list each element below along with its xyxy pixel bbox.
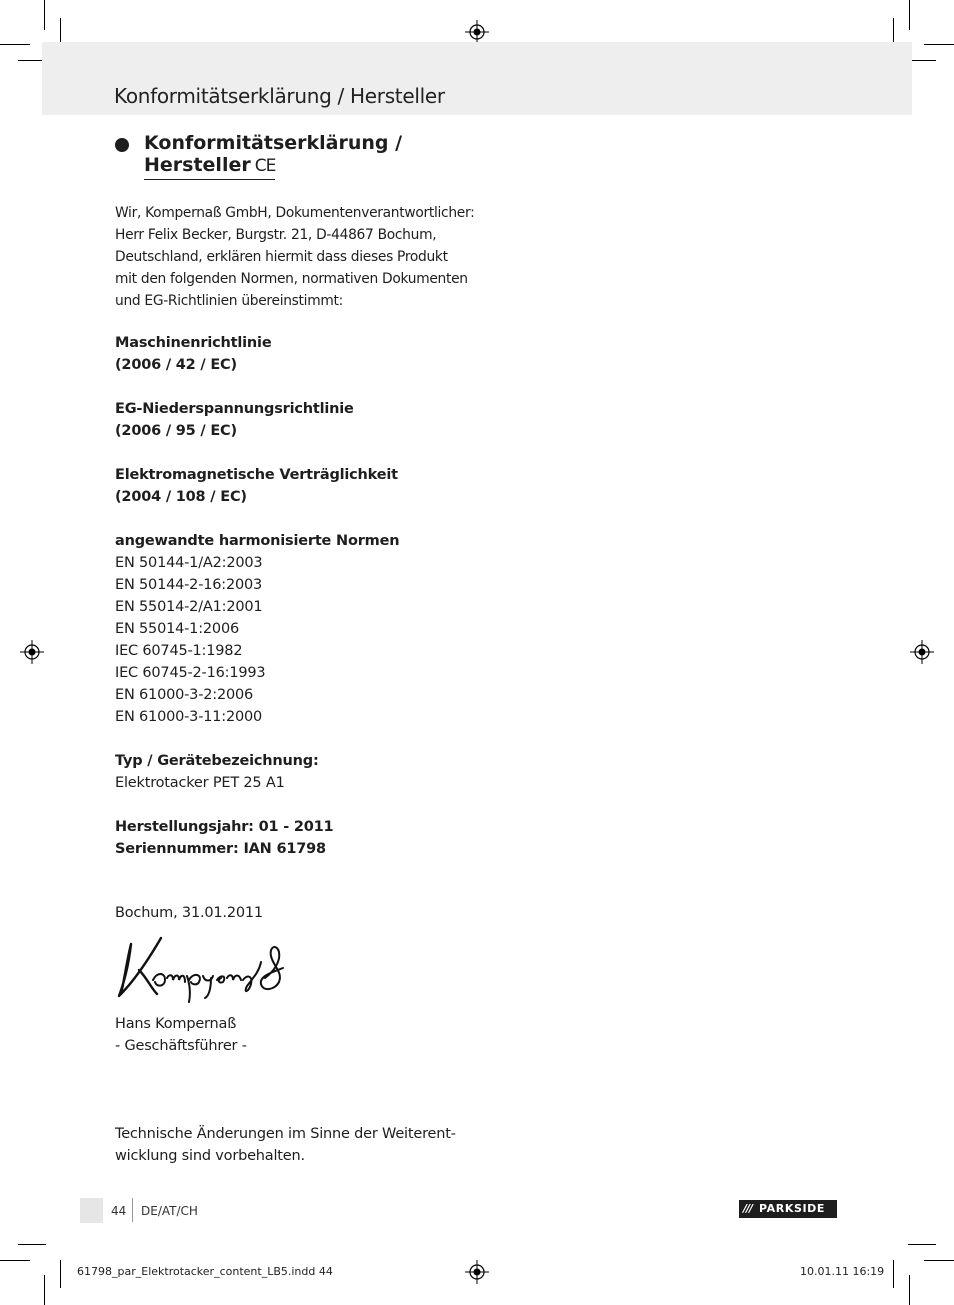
intro-line: Wir, Kompernaß GmbH, Dokumentenverantwortlicher: — [115, 205, 475, 221]
type-value: Elektrotacker PET 25 A1 — [115, 775, 285, 791]
directive-name: Maschinenrichtlinie — [115, 335, 272, 351]
serial-number: Seriennummer: IAN 61798 — [115, 841, 326, 857]
bullet-icon — [115, 138, 129, 152]
disclaimer-line: wicklung sind vorbehalten. — [115, 1148, 305, 1164]
section-title-line2 — [144, 154, 275, 180]
slug-filename: 61798_par_Elektrotacker_content_LB5.indd 44 — [77, 1265, 333, 1278]
norm-item: EN 50144-2-16:2003 — [115, 577, 263, 593]
directive-code: (2006 / 42 / EC) — [115, 357, 237, 373]
norm-item: EN 55014-1:2006 — [115, 621, 239, 637]
intro-paragraph — [115, 202, 474, 312]
norm-item: EN 55014-2/A1:2001 — [115, 599, 263, 615]
registration-mark-icon — [910, 640, 934, 664]
directive-name: EG-Niederspannungsrichtlinie — [115, 401, 354, 417]
registration-mark-icon — [465, 20, 489, 44]
intro-line: und EG-Richtlinien übereinstimmt: — [115, 293, 343, 309]
directive-name: Elektromagnetische Verträglichkeit — [115, 467, 398, 483]
section-title — [144, 132, 402, 180]
intro-line: Herr Felix Becker, Burgstr. 21, D-44867 Bochum, — [115, 227, 437, 243]
brand-name: PARKSIDE — [759, 1202, 826, 1215]
footer-divider — [132, 1198, 133, 1222]
page-title: Konformitätserklärung / Hersteller — [114, 84, 445, 108]
norm-item: EN 50144-1/A2:2003 — [115, 555, 263, 571]
language-code: DE/AT/CH — [141, 1204, 198, 1218]
norms-heading: angewandte harmonisierte Normen — [115, 533, 400, 549]
norm-item: EN 61000-3-11:2000 — [115, 709, 263, 725]
ce-mark-icon: CE — [254, 156, 276, 176]
intro-line: Deutschland, erklären hiermit dass dieses Produkt — [115, 249, 448, 265]
intro-line: mit den folgenden Normen, normativen Dokumenten — [115, 271, 468, 287]
place-date: Bochum, 31.01.2011 — [115, 905, 263, 921]
signer-name: Hans Kompernaß — [115, 1016, 237, 1032]
directive-code: (2004 / 108 / EC) — [115, 489, 247, 505]
page-number: 44 — [111, 1204, 127, 1218]
section-title-line2-text: Hersteller — [144, 154, 251, 176]
disclaimer-line: Technische Änderungen im Sinne der Weiterent- — [115, 1126, 456, 1142]
type-label: Typ / Gerätebezeichnung: — [115, 753, 319, 769]
declaration-body — [115, 332, 399, 860]
signer-role: - Geschäftsführer - — [115, 1038, 247, 1054]
norm-item: EN 61000-3-2:2006 — [115, 687, 254, 703]
section-title-line1: Konformitätserklärung / — [144, 132, 403, 154]
footer-box — [80, 1198, 103, 1223]
registration-mark-icon — [465, 1260, 489, 1284]
brand-slashes: /// — [743, 1202, 753, 1215]
signature-image — [113, 932, 288, 1004]
norm-item: IEC 60745-2-16:1993 — [115, 665, 266, 681]
slug-datetime: 10.01.11 16:19 — [800, 1265, 885, 1278]
directive-code: (2006 / 95 / EC) — [115, 423, 237, 439]
disclaimer — [115, 1123, 456, 1167]
signer-block — [115, 1013, 247, 1057]
norm-item: IEC 60745-1:1982 — [115, 643, 243, 659]
production-year: Herstellungsjahr: 01 - 2011 — [115, 819, 334, 835]
brand-logo — [739, 1200, 837, 1218]
registration-mark-icon — [20, 640, 44, 664]
